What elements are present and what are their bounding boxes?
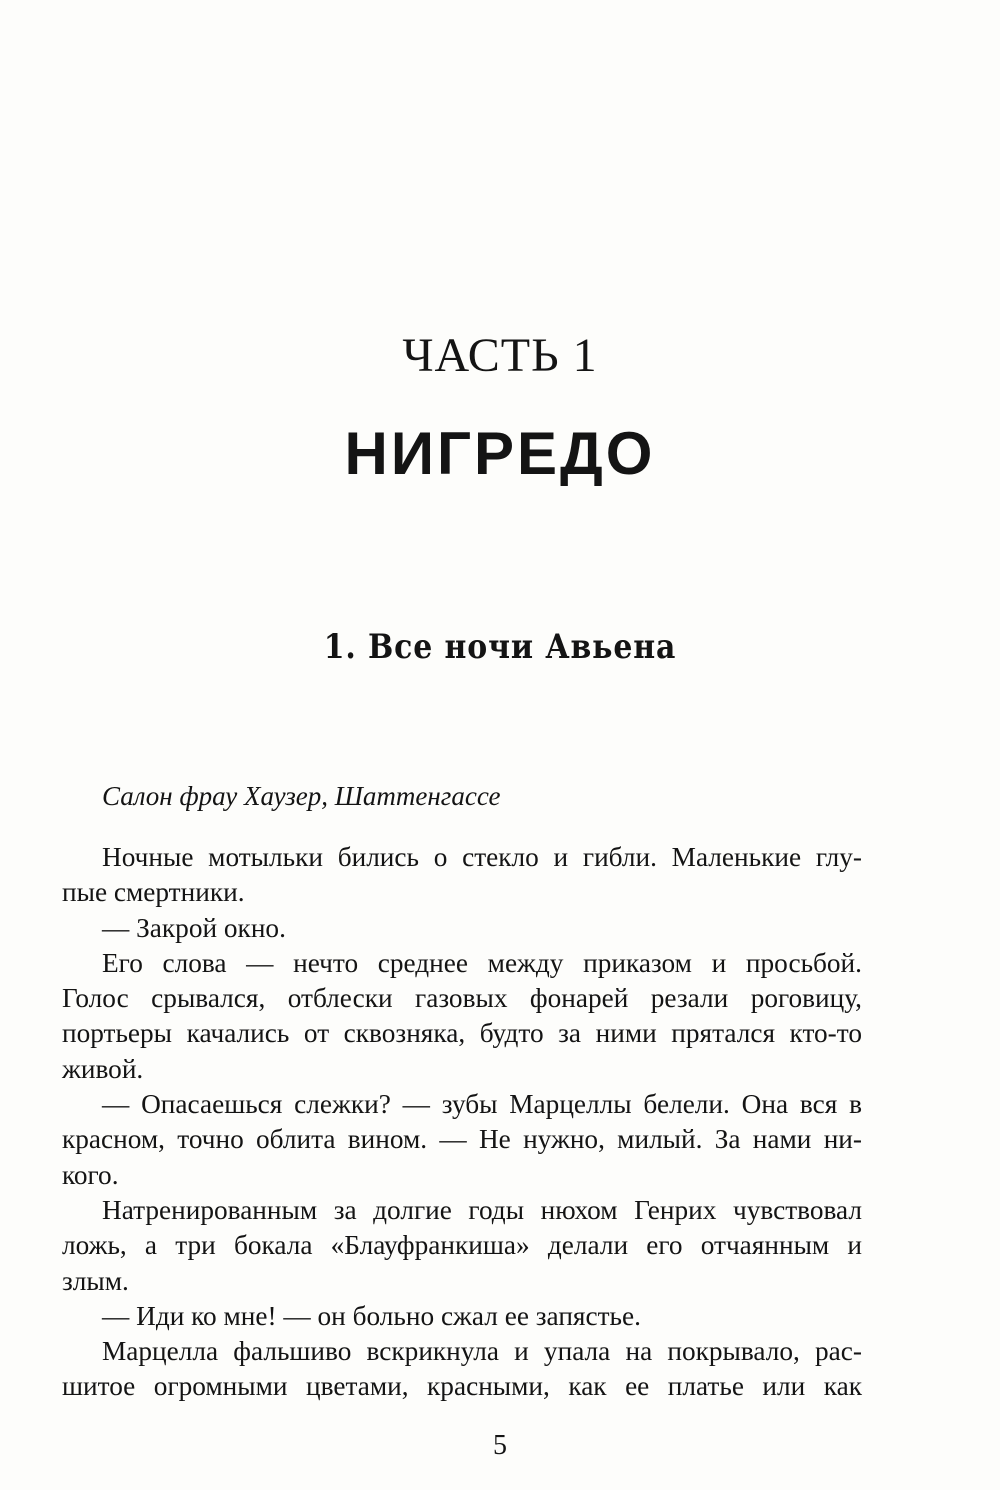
text-line: Голос срывался, отблески газовых фонарей резали роговицу, (62, 983, 862, 1014)
text-line: пые смертники. (62, 877, 245, 908)
text-line: — Иди ко мне! — он больно сжал ее запястье. (102, 1300, 641, 1331)
text-line: портьеры качались от сквозняка, будто за ними прятался кто-то (62, 1018, 862, 1049)
chapter-location: Салон фрау Хаузер, Шаттенгассе (102, 781, 501, 811)
text-line: злым. (62, 1265, 129, 1296)
text-line: красном, точно облита вином. — Не нужно, милый. За нами ни- (62, 1124, 862, 1155)
text-line: кого. (62, 1159, 119, 1190)
chapter-title: 1. Все ночи Авьена (323, 627, 677, 667)
page-number: 5 (493, 1430, 507, 1461)
text-line: — Опасаешься слежки? — зубы Марцеллы белели. Она вся в (102, 1089, 862, 1120)
chapter-body-text (62, 840, 862, 1405)
part-title: НИГРЕДО (344, 420, 656, 487)
text-line: шитое огромными цветами, красными, как ее платье или как (62, 1371, 862, 1402)
text-line: — Закрой окно. (102, 912, 286, 943)
text-line: Ночные мотыльки бились о стекло и гибли. Маленькие глу- (102, 842, 862, 872)
part-label: ЧАСТЬ 1 (402, 329, 598, 382)
text-line: Натренированным за долгие годы нюхом Генрих чувствовал (102, 1194, 862, 1225)
text-line: ложь, а три бокала «Блауфранкиша» делали его отчаянным и (62, 1230, 862, 1261)
text-line: живой. (62, 1053, 144, 1084)
text-line: Его слова — нечто среднее между приказом и просьбой. (102, 947, 862, 978)
text-line: Марцелла фальшиво вскрикнула и упала на покрывало, рас- (102, 1336, 862, 1367)
